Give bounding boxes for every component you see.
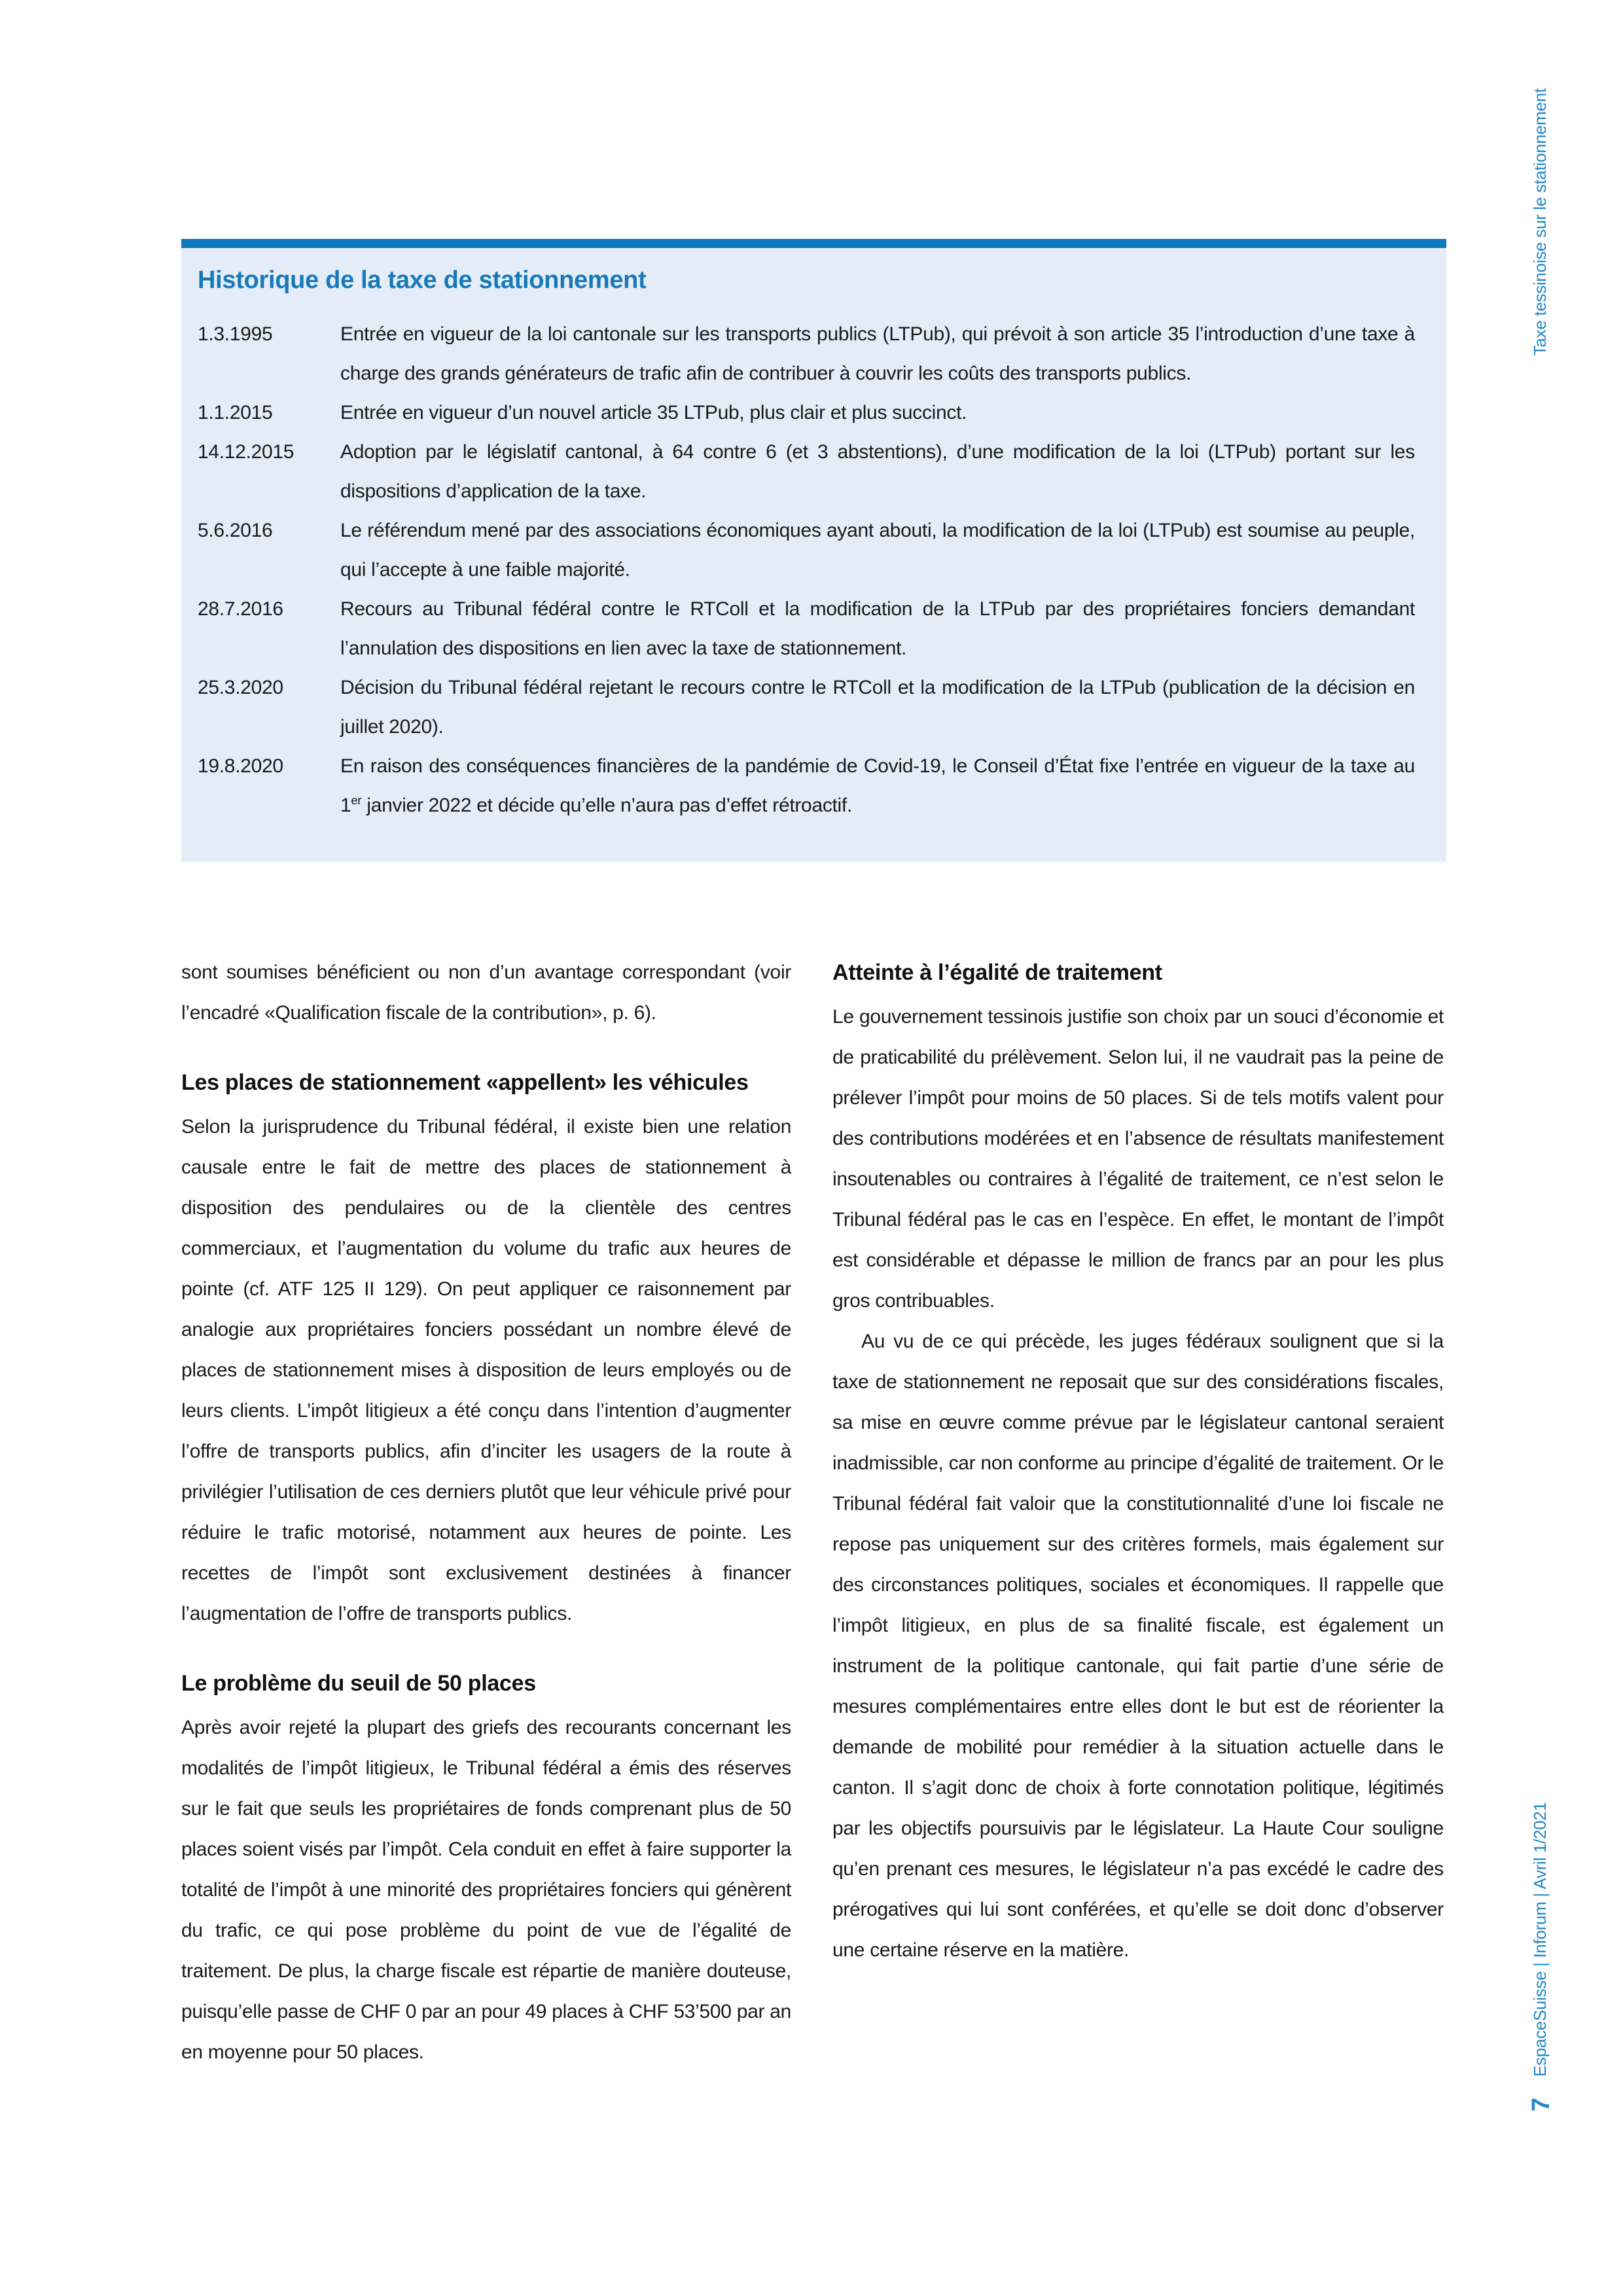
body-paragraph: Après avoir rejeté la plupart des griefs des recourants concernant les modalités de l’impôt litigieux, le Tribunal fédéral a émis des réserves sur le fait que seuls les propriétaires de fonds comprenant plus de 50 places soient visés par l’impôt. Cela conduit en effet à faire supporter la totalité de l’impôt à une minorité des propriétaires fonciers qui génèrent du trafic, ce qui pose problème du point de vue de l’égalité de traitement. De plus, la charge fiscale est répartie de manière douteuse, puisqu’elle passe de CHF 0 par an pour 49 places à CHF 53’500 par an en moyenne pour 50 places. (181, 1717, 791, 2063)
timeline-date: 5.6.2016 (198, 520, 273, 541)
timeline (198, 315, 1415, 825)
sidebar-journal-label: EspaceSuisse | Inforum | Avril 1/2021 (1530, 1802, 1550, 2077)
left-column (181, 952, 791, 2073)
timeline-text-segment: En raison des conséquences financières de la pandémie de Covid-19, le Conseil d’État fixe l’entrée en vigueur de la taxe au 1 (340, 755, 1415, 816)
sidebar-topic-label: Taxe tessinoise sur le stationnement (1530, 88, 1550, 356)
infobox-body (181, 248, 1446, 862)
history-infobox (181, 239, 1446, 862)
timeline-row (198, 511, 1415, 590)
timeline-date: 1.1.2015 (198, 402, 273, 423)
timeline-row (198, 590, 1415, 668)
timeline-text: Entrée en vigueur de la loi cantonale sur les transports publics (LTPub), qui prévoit à son article 35 l’introduction d’une taxe à charge des grands générateurs de trafic afin de contribuer à couvrir les coûts des transports publics. (340, 323, 1415, 384)
infobox-accent-bar (181, 239, 1446, 248)
timeline-text: Adoption par le législatif cantonal, à 64 contre 6 (et 3 abstentions), d’une modification de la loi (LTPub) portant sur les dispositions d’application de la taxe. (340, 441, 1415, 502)
right-column (832, 952, 1444, 1971)
timeline-text: Entrée en vigueur d’un nouvel article 35 LTPub, plus clair et plus succinct. (340, 402, 967, 423)
timeline-date: 28.7.2016 (198, 598, 283, 620)
timeline-text: Recours au Tribunal fédéral contre le RTColl et la modification de la LTPub par des propriétaires fonciers demandant l’annulation des dispositions en lien avec la taxe de stationnement. (340, 598, 1415, 659)
timeline-text (340, 747, 1415, 825)
body-paragraph: sont soumises bénéficient ou non d’un avantage correspondant (voir l’encadré «Qualification fiscale de la contribution», p. 6). (181, 961, 791, 1024)
timeline-date: 19.8.2020 (198, 755, 283, 777)
infobox-title: Historique de la taxe de stationnement (198, 266, 647, 294)
timeline-row (198, 747, 1415, 825)
timeline-text-segment: janvier 2022 et décide qu’elle n’aura pas d’effet rétroactif. (361, 795, 852, 816)
body-paragraph: Au vu de ce qui précède, les juges fédéraux soulignent que si la taxe de stationnement ne reposait que sur des considérations fiscales, sa mise en œuvre comme prévue par le législateur cantonal seraient inadmissible, car non conforme au principe d’égalité de traitement. Or le Tribunal fédéral fait valoir que la constitutionnalité d’une loi fiscale ne repose pas uniquement sur des critères formels, mais également sur des circonstances politiques, sociales et économiques. Il rappelle que l’impôt litigieux, en plus de sa finalité fiscale, est également un instrument de la politique cantonale, qui fait partie d’une série de mesures complémentaires entre elles dont le but est de réorienter la demande de mobilité pour remédier à la situation actuelle dans le canton. Il s’agit donc de choix à forte connotation politique, légitimés par les objectifs poursuivis par le législateur. La Haute Cour souligne qu’en prenant ces mesures, le législateur n’a pas excédé le cadre des prérogatives qui lui sont conférées, et qu’elle se doit donc d’observer une certaine réserve en la matière. (832, 1331, 1444, 1961)
timeline-row (198, 668, 1415, 747)
timeline-row (198, 393, 1415, 433)
body-paragraph: Le gouvernement tessinois justifie son choix par un souci d’économie et de praticabilité du prélèvement. Selon lui, il ne vaudrait pas la peine de prélever l’impôt pour moins de 50 places. Si de tels motifs valent pour des contributions modérées et en l’absence de résultats manifestement insoutenables ou contraires à l’égalité de traitement, ce n’est selon le Tribunal fédéral pas le cas en l’espèce. En effet, le montant de l’impôt est considérable et dépasse le million de francs par an pour les plus gros contribuables. (832, 1006, 1444, 1312)
timeline-row (198, 315, 1415, 393)
timeline-text: Décision du Tribunal fédéral rejetant le recours contre le RTColl et la modification de la LTPub (publication de la décision en juillet 2020). (340, 677, 1415, 738)
superscript-ordinal: er (351, 793, 362, 807)
section-heading: Les places de stationnement «appellent» les véhicules (181, 1070, 749, 1095)
section-heading: Le problème du seuil de 50 places (181, 1671, 536, 1696)
timeline-text: Le référendum mené par des associations économiques ayant abouti, la modification de la loi (LTPub) est soumise au peuple, qui l’accepte à une faible majorité. (340, 520, 1415, 581)
timeline-row (198, 433, 1415, 511)
timeline-date: 14.12.2015 (198, 441, 294, 463)
page-number: 7 (1527, 2098, 1555, 2112)
timeline-date: 1.3.1995 (198, 323, 273, 345)
section-heading: Atteinte à l’égalité de traitement (832, 960, 1162, 985)
body-paragraph: Selon la jurisprudence du Tribunal fédéral, il existe bien une relation causale entre le fait de mettre des places de stationnement à disposition des pendulaires ou de la clientèle des centres commerciaux, et l’augmentation du volume du trafic aux heures de pointe (cf. ATF 125 II 129). On peut appliquer ce raisonnement par analogie aux propriétaires fonciers possédant un nombre élevé de places de stationnement mises à disposition de leurs employés ou de leurs clients. L’impôt litigieux a été conçu dans l’intention d’augmenter l’offre de transports publics, afin d’inciter les usagers de la route à privilégier l’utilisation de ces derniers plutôt que leur véhicule privé pour réduire le trafic motorisé, notamment aux heures de pointe. Les recettes de l’impôt sont exclusivement destinées à financer l’augmentation de l’offre de transports publics. (181, 1116, 791, 1624)
timeline-date: 25.3.2020 (198, 677, 283, 698)
